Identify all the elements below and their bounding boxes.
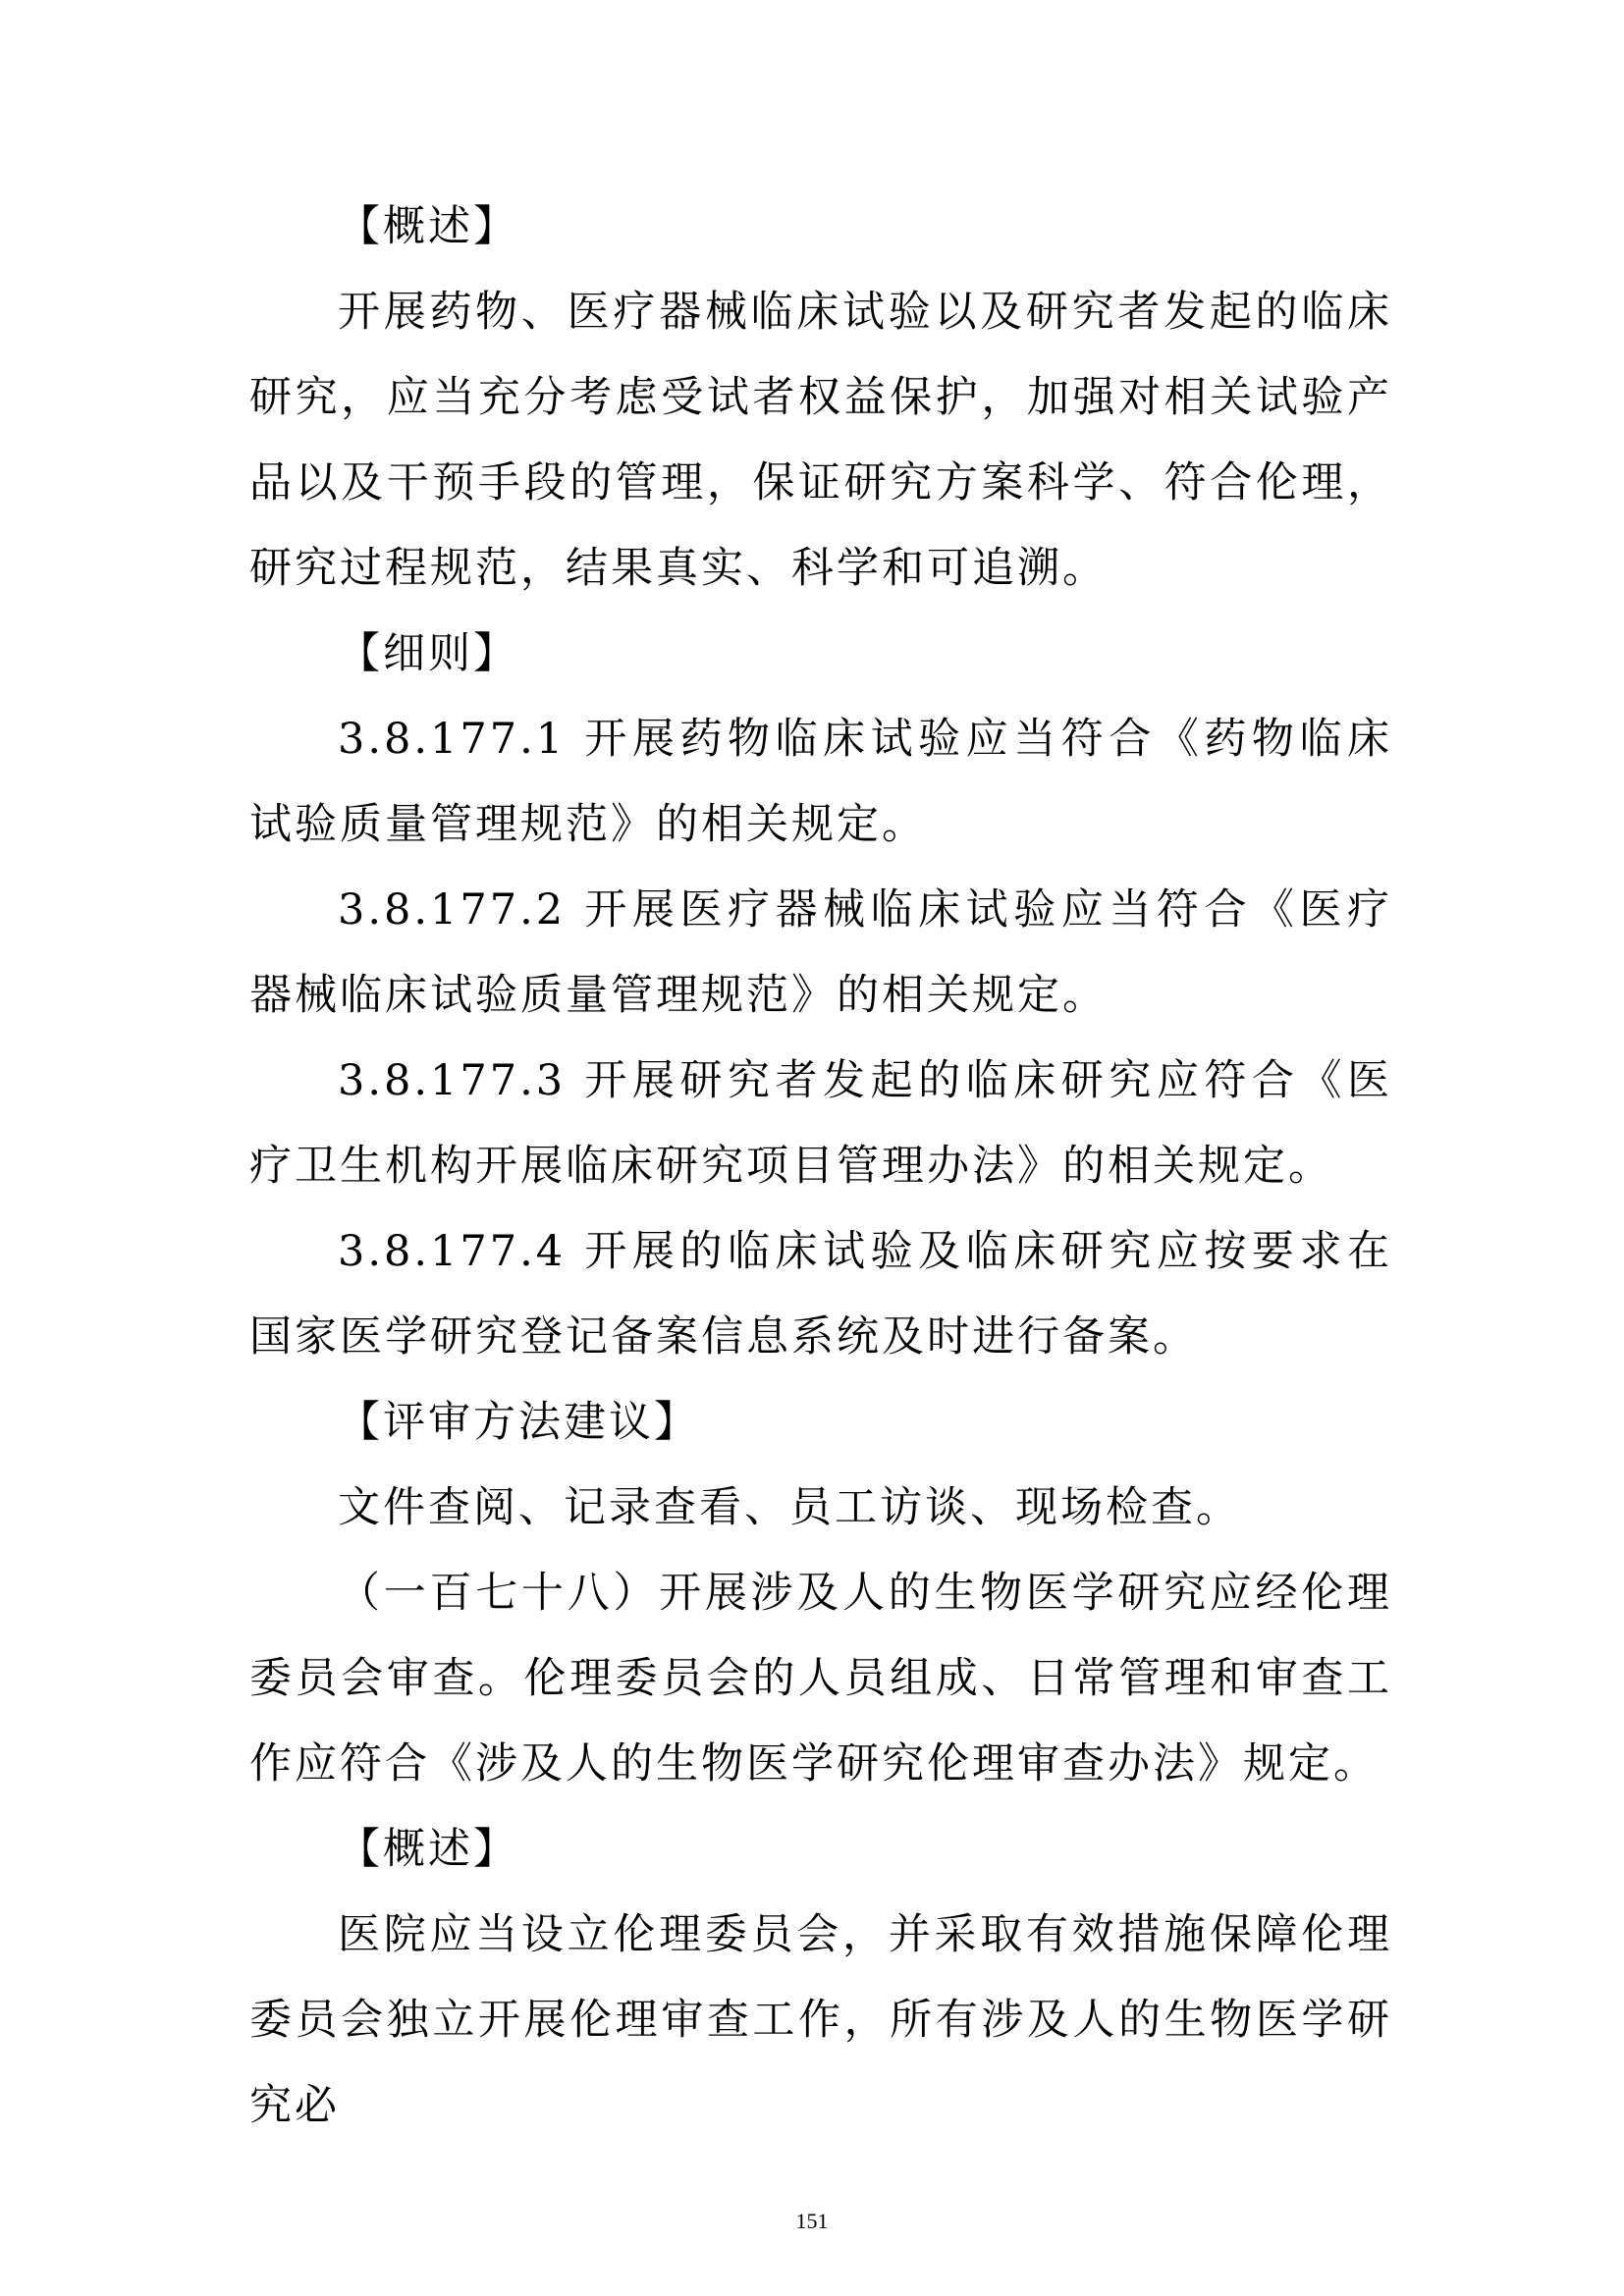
section-heading-overview: 【概述】 — [338, 202, 518, 251]
clause-3-8-177-1: 3.8.177.1 开展药物临床试验应当符合《药物临床试验质量管理规范》的相关规定。 — [249, 715, 1392, 849]
article-178-paragraph: （一百七十八）开展涉及人的生物医学研究应经伦理委员会审查。伦理委员会的人员组成、日常管理和审查工作应符合《涉及人的生物医学研究伦理审查办法》规定。 — [249, 1569, 1392, 1789]
review-methods-paragraph: 文件查阅、记录查看、员工访谈、现场检查。 — [338, 1483, 1241, 1532]
overview-paragraph-2: 医院应当设立伦理委员会，并采取有效措施保障伦理委员会独立开展伦理审查工作，所有涉及人的生物医学研究必 — [249, 1910, 1392, 2130]
section-heading-overview-2: 【概述】 — [338, 1825, 518, 1874]
section-heading-details: 【细则】 — [338, 629, 518, 678]
overview-paragraph: 开展药物、医疗器械临床试验以及研究者发起的临床研究，应当充分考虑受试者权益保护，加强对相关试验产品以及干预手段的管理，保证研究方案科学、符合伦理，研究过程规范，结果真实、科学和可追溯。 — [249, 288, 1392, 593]
clause-3-8-177-3: 3.8.177.3 开展研究者发起的临床研究应符合《医疗卫生机构开展临床研究项目管理办法》的相关规定。 — [249, 1056, 1392, 1191]
section-heading-review-methods: 【评审方法建议】 — [338, 1398, 699, 1447]
page-number: 151 — [795, 2209, 829, 2233]
clause-3-8-177-4: 3.8.177.4 开展的临床试验及临床研究应按要求在国家医学研究登记备案信息系统及时进行备案。 — [249, 1227, 1392, 1362]
document-body — [249, 185, 1392, 2149]
clause-3-8-177-2: 3.8.177.2 开展医疗器械临床试验应当符合《医疗器械临床试验质量管理规范》的相关规定。 — [249, 885, 1392, 1020]
